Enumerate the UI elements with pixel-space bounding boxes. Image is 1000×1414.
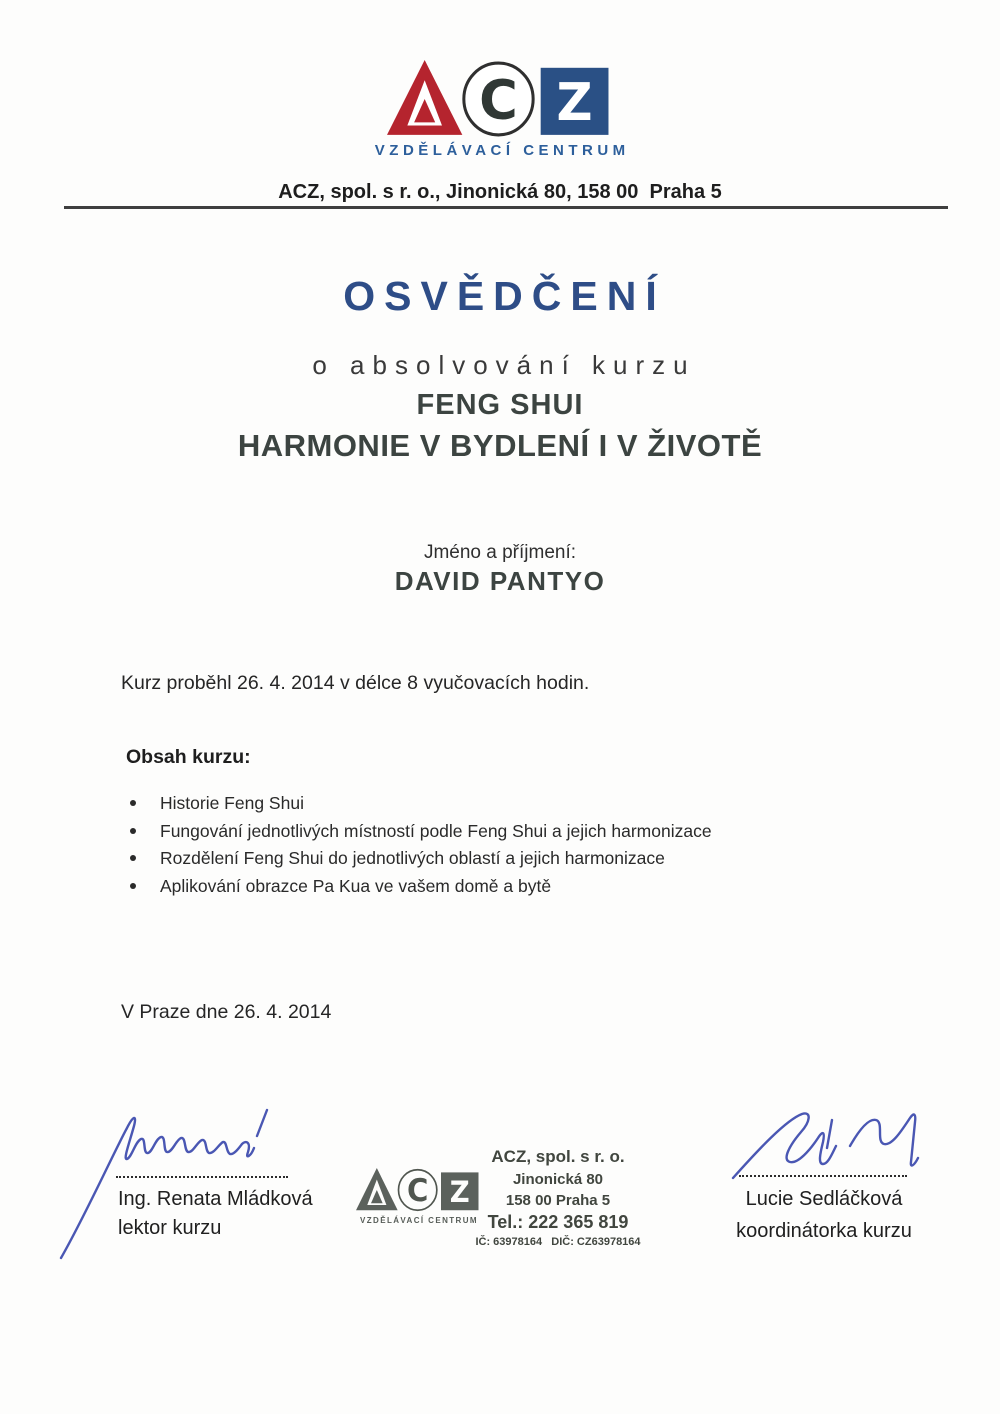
course-content-item <box>126 821 712 849</box>
signer-left-role: lektor kurzu <box>118 1217 222 1239</box>
logo-subtitle: VZDĚLÁVACÍ CENTRUM <box>374 142 630 159</box>
acz-logo-icon <box>387 60 613 138</box>
course-content-item-text: Aplikování obrazce Pa Kua ve vašem domě a bytě <box>160 875 552 896</box>
stamp-acz-logo-icon <box>356 1168 481 1212</box>
company-address-line: ACZ, spol. s r. o., Jinonická 80, 158 00 Praha 5 <box>278 181 722 203</box>
course-content-item <box>126 876 712 904</box>
logo-letter-z-icon <box>541 68 609 135</box>
course-content-item-text: Fungování jednotlivých místností podle Feng Shui a jejich harmonizace <box>160 820 712 841</box>
bullet-icon <box>130 855 136 861</box>
logo-letter-a-icon <box>387 60 462 135</box>
certificate-subtitle: o absolvování kurzu <box>312 350 696 380</box>
bullet-icon <box>130 828 136 834</box>
signature-line-left <box>116 1176 288 1178</box>
stamp-phone: Tel.: 222 365 819 <box>487 1212 629 1232</box>
course-date-line: Kurz proběhl 26. 4. 2014 v délce 8 vyučovacích hodin. <box>121 672 590 694</box>
course-content-item <box>126 793 712 821</box>
stamp-city: 158 00 Praha 5 <box>505 1192 611 1209</box>
course-content-item <box>126 848 712 876</box>
recipient-name: DAVID PANTYO <box>394 566 606 596</box>
bullet-icon <box>130 800 136 806</box>
stamp-logo-subtitle: VZDĚLÁVACÍ CENTRUM <box>360 1216 478 1225</box>
stamp-letter-a-icon <box>356 1168 398 1210</box>
stamp-company-name: ACZ, spol. s r. o. <box>491 1147 625 1166</box>
signer-left-name: Ing. Renata Mládková <box>118 1188 313 1210</box>
recipient-label: Jméno a příjmení: <box>423 542 577 563</box>
course-content-list <box>126 793 712 903</box>
svg-text:C: C <box>479 67 518 132</box>
signer-right-role: koordinátorka kurzu <box>736 1220 912 1242</box>
signer-right-name: Lucie Sedláčková <box>745 1188 903 1210</box>
signature-right-handwriting-icon <box>730 1104 935 1184</box>
bullet-icon <box>130 883 136 889</box>
svg-text:Z: Z <box>449 1175 470 1210</box>
place-date-line: V Praze dne 26. 4. 2014 <box>121 1001 332 1023</box>
signer-right-block <box>728 1188 920 1243</box>
course-name-line2: HARMONIE V BYDLENÍ I V ŽIVOTĚ <box>237 428 763 463</box>
certificate-title: OSVĚDČENÍ <box>343 273 666 319</box>
course-content-item-text: Rozdělení Feng Shui do jednotlivých oblastí a jejich harmonizace <box>160 848 665 868</box>
header-divider <box>64 206 948 209</box>
svg-text:C: C <box>406 1173 429 1210</box>
course-name-line1: FENG SHUI <box>416 389 584 421</box>
stamp-registration-ids: IČ: 63978164 DIČ: CZ63978164 <box>475 1236 641 1248</box>
svg-text:Z: Z <box>556 72 593 133</box>
stamp-letter-c-icon <box>399 1170 437 1210</box>
stamp-street: Jinonická 80 <box>512 1171 604 1188</box>
course-content-item-text: Historie Feng Shui <box>160 793 304 813</box>
signature-line-right <box>739 1175 907 1177</box>
logo-letter-c-icon <box>464 63 533 135</box>
course-content-heading: Obsah kurzu: <box>126 746 251 768</box>
